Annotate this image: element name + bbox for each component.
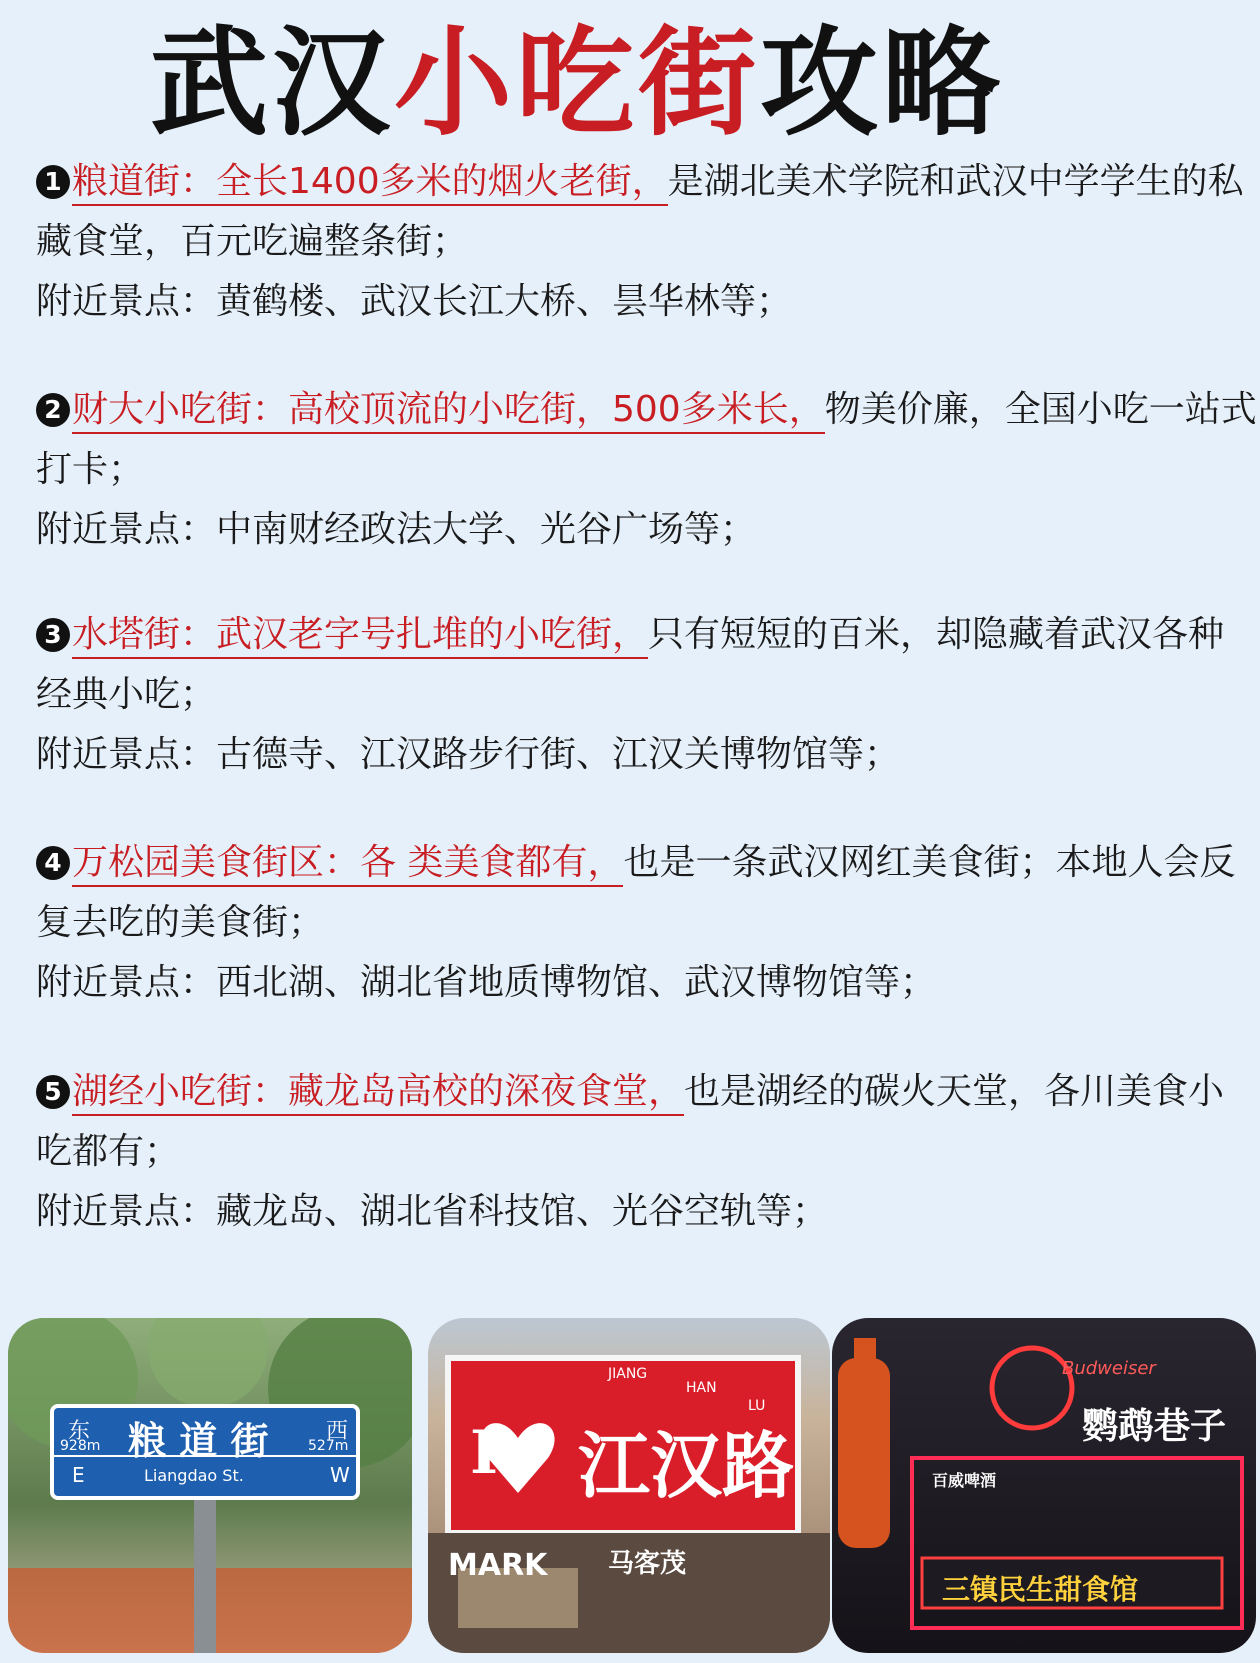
title-part-3: 攻略 <box>760 14 1005 152</box>
section-highlight: 万松园美食街区：各 类美食都有， <box>72 842 623 887</box>
section-text-line2: 藏食堂，百元吃遍整条街； <box>36 221 469 262</box>
number-badge: 2 <box>36 393 70 427</box>
sign-street-name: 粮 道 街 <box>128 1419 269 1463</box>
neon-shop-name: 三镇民生甜食馆 <box>942 1573 1139 1606</box>
section-text-line2: 经典小吃； <box>36 674 217 715</box>
neon-budweiser: Budweiser <box>1062 1358 1156 1379</box>
section-1 <box>36 152 1244 332</box>
sign-e: E <box>72 1463 85 1487</box>
section-4 <box>36 833 1236 1013</box>
number-badge: 3 <box>36 618 70 652</box>
section-text-line2: 打卡； <box>36 449 145 490</box>
section-text: 是湖北美术学院和武汉中学学生的私 <box>667 161 1244 202</box>
nearby-attractions: 附近景点：中南财经政法大学、光谷广场等； <box>36 509 757 550</box>
sign-west: 西 <box>326 1419 349 1444</box>
billboard-jiang: JIANG <box>608 1366 648 1382</box>
billboard-i: I <box>470 1418 499 1488</box>
sign-east-distance: 928m <box>60 1438 101 1454</box>
section-highlight: 水塔街：武汉老字号扎堆的小吃街， <box>72 614 648 659</box>
section-text-line2: 复去吃的美食街； <box>36 902 325 943</box>
page-title <box>150 14 1005 152</box>
nearby-attractions: 附近景点：黄鹤楼、武汉长江大桥、昙华林等； <box>36 281 793 322</box>
photo-liangdao-street-sign <box>8 1318 412 1653</box>
section-3 <box>36 605 1236 785</box>
number-badge: 5 <box>36 1075 70 1109</box>
title-part-2: 小吃街 <box>394 14 761 152</box>
sign-w: W <box>330 1463 350 1487</box>
neon-beer: 百威啤酒 <box>932 1471 997 1490</box>
section-text: 也是一条武汉网红美食街；本地人会反 <box>623 842 1236 883</box>
nearby-attractions: 附近景点：西北湖、湖北省地质博物馆、武汉博物馆等； <box>36 962 937 1003</box>
title-part-1: 武汉 <box>150 14 395 152</box>
nearby-attractions: 附近景点：藏龙岛、湖北省科技馆、光谷空轨等； <box>36 1191 829 1232</box>
section-text: 只有短短的百米，却隐藏着武汉各种 <box>648 614 1225 655</box>
sign-east: 东 <box>68 1419 91 1444</box>
section-text-line2: 吃都有； <box>36 1131 181 1172</box>
number-badge: 1 <box>36 165 70 199</box>
billboard-road-name: 江汉路 <box>578 1424 795 1508</box>
billboard-han: HAN <box>686 1380 717 1396</box>
section-text: 也是湖经的碳火天堂，各川美食小 <box>684 1071 1225 1112</box>
section-text: 物美价廉，全国小吃一站式 <box>824 389 1257 430</box>
shop-sign: 马客茂 <box>608 1549 687 1579</box>
neon-alley-name: 鹦鹉巷子 <box>1082 1406 1227 1447</box>
sign-west-distance: 527m <box>308 1438 349 1454</box>
section-highlight: 粮道街：全长1400多米的烟火老街， <box>72 161 668 206</box>
section-highlight: 湖经小吃街：藏龙岛高校的深夜食堂， <box>72 1071 684 1116</box>
number-badge: 4 <box>36 846 70 880</box>
mall-sign: MARK <box>448 1548 548 1583</box>
sign-pinyin: Liangdao St. <box>144 1466 244 1485</box>
section-2 <box>36 380 1257 560</box>
section-highlight: 财大小吃街：高校顶流的小吃街，500多米长， <box>72 389 825 434</box>
nearby-attractions: 附近景点：古德寺、江汉路步行街、江汉关博物馆等； <box>36 734 901 775</box>
section-5 <box>36 1062 1236 1242</box>
photo-strip <box>0 1318 1260 1663</box>
photo-neon-food-alley <box>832 1318 1256 1653</box>
billboard-lu: LU <box>748 1398 766 1414</box>
photo-jianghan-road-billboard <box>428 1318 830 1653</box>
